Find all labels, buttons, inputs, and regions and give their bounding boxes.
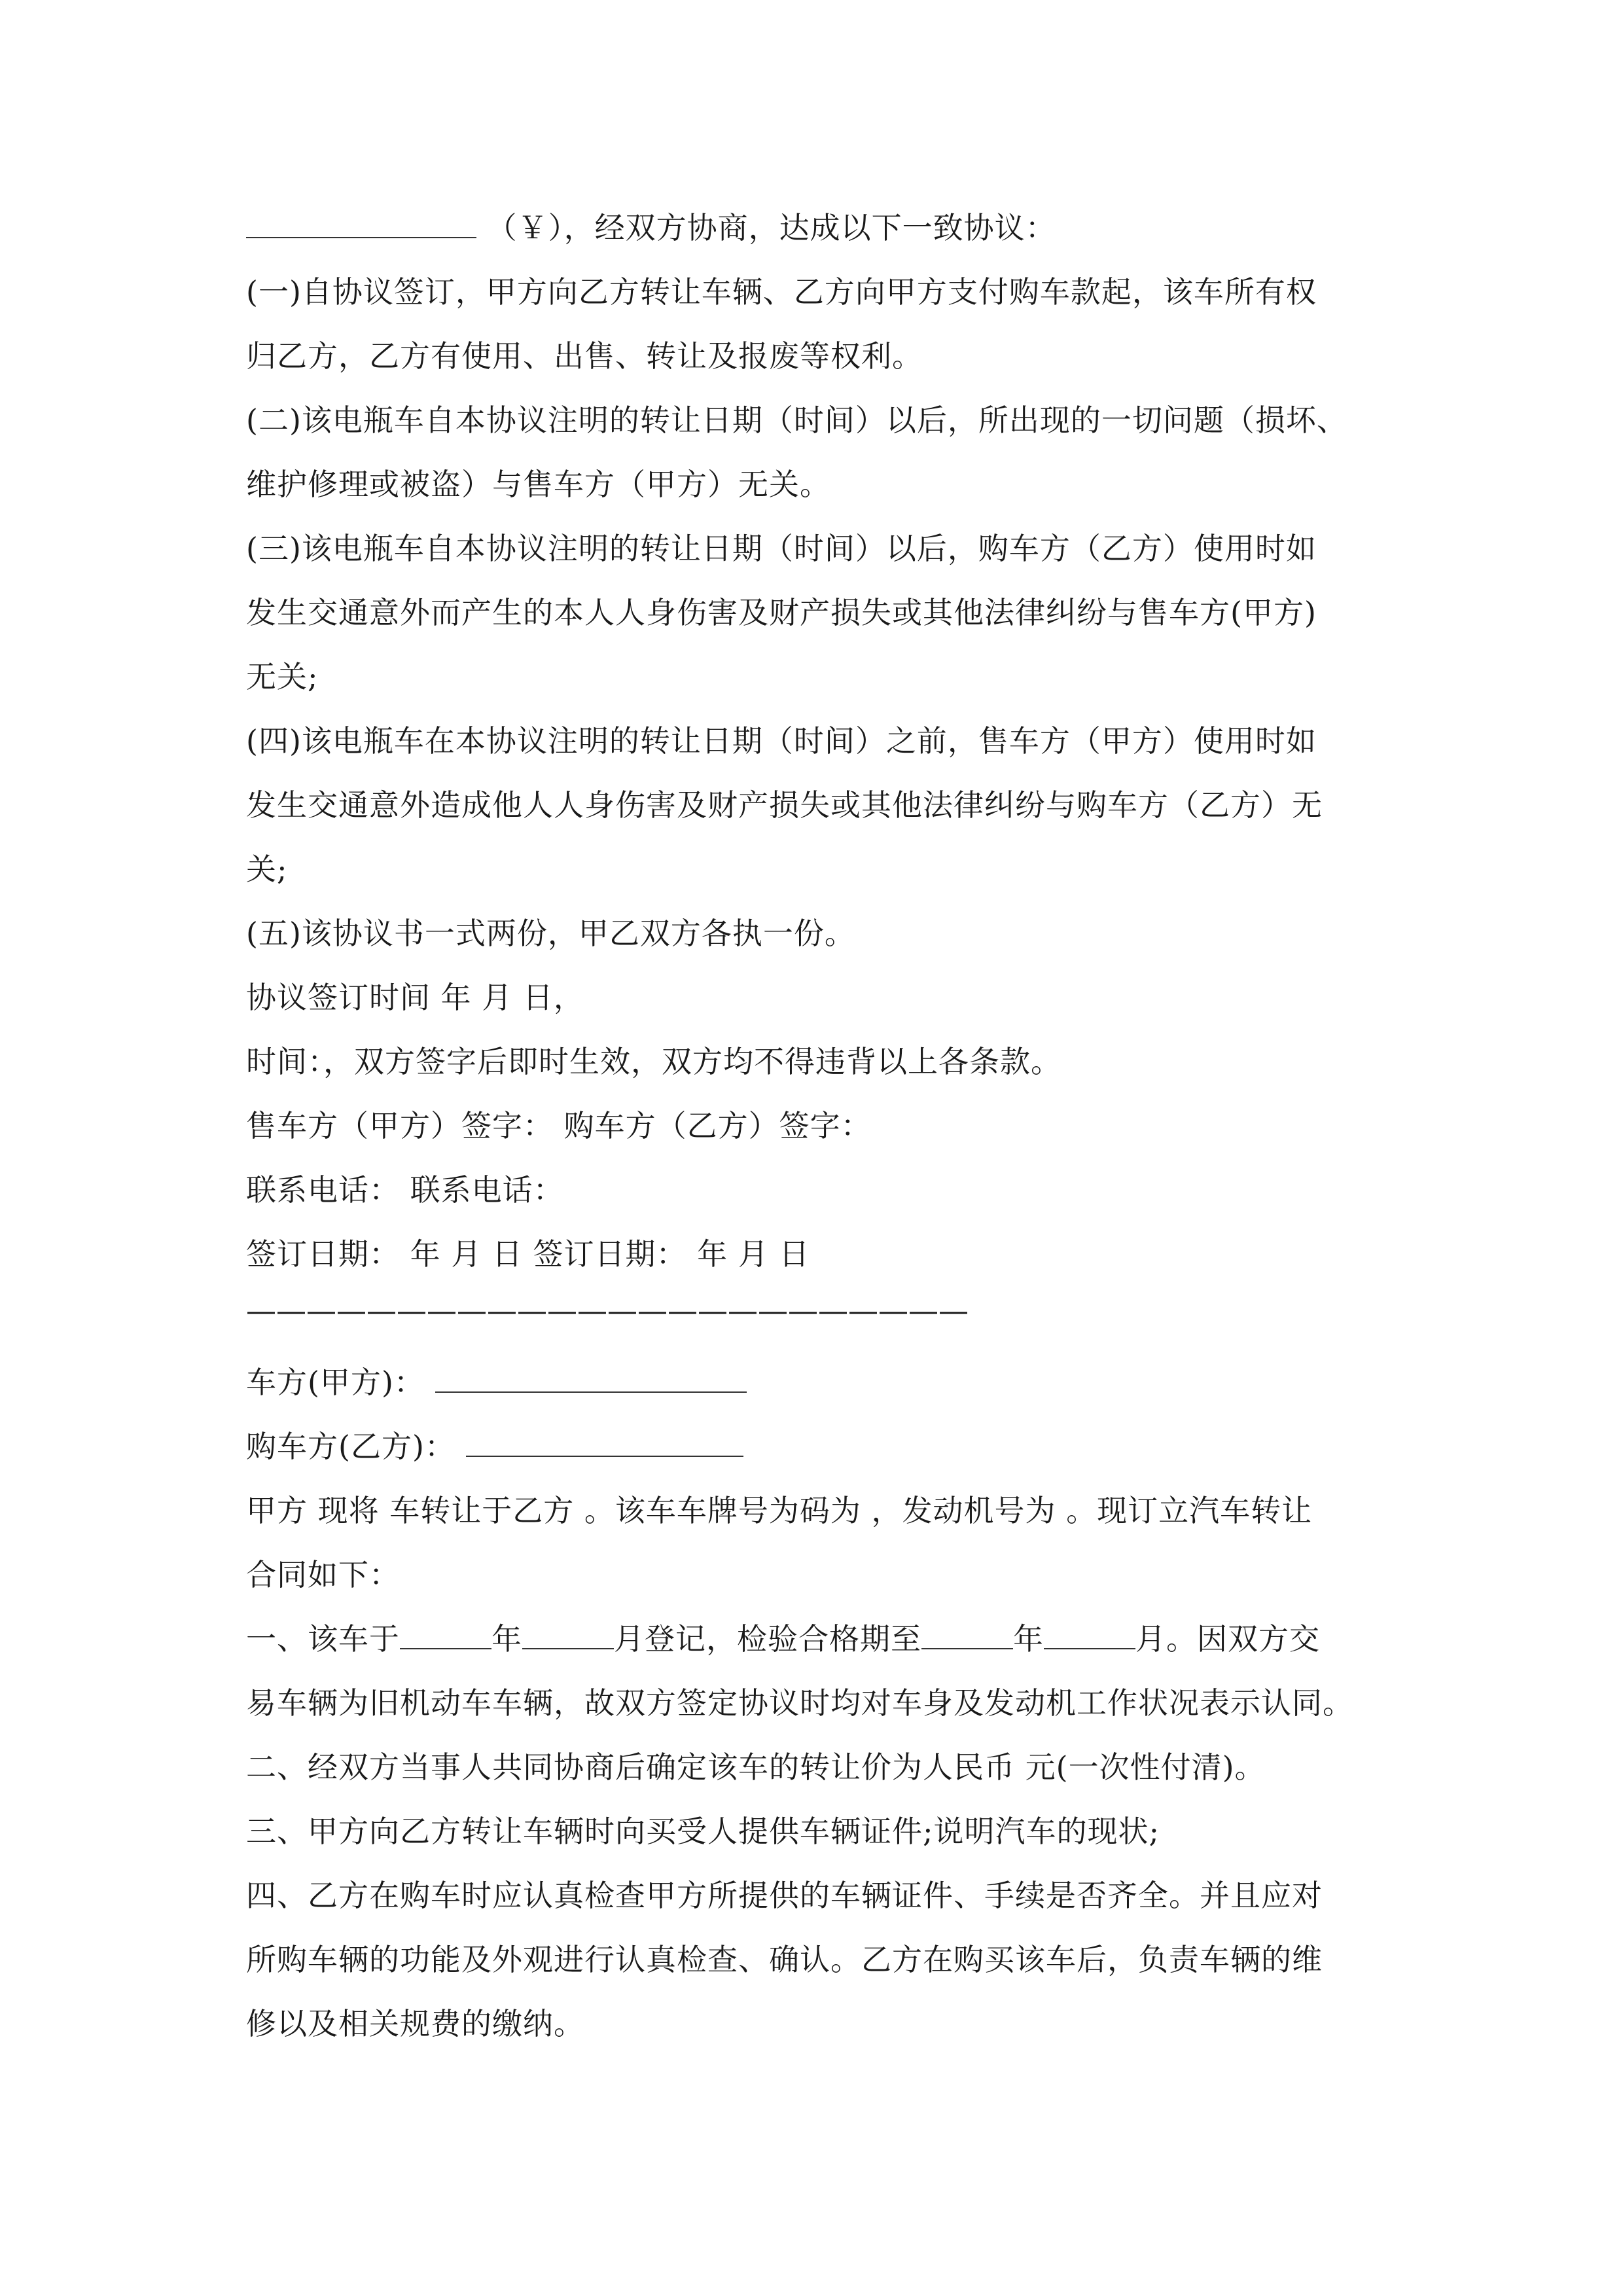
clause-5-line: (五)该协议书一式两份，甲乙双方各执一份。	[246, 916, 855, 951]
article-1-part-a: 一、该车于	[246, 1621, 400, 1657]
article-1-part-e: 月。因双方交	[1135, 1621, 1320, 1657]
register-year-blank	[400, 1622, 491, 1649]
article-4-line-1: 四、乙方在购车时应认真检查甲方所提供的车辆证件、手续是否齐全。并且应对	[246, 1878, 1323, 1913]
clause-3-line-2: 发生交通意外而产生的本人人身伤害及财产损失或其他法律纠纷与售车方(甲方)	[246, 595, 1317, 630]
clause-4-line-2: 发生交通意外造成他人人身伤害及财产损失或其他法律纠纷与购车方（乙方）无	[246, 787, 1323, 823]
contract-intro-line-2: 合同如下：	[246, 1557, 400, 1592]
separator-line: ————————————————————————	[246, 1293, 969, 1328]
clause-4-line-1: (四)该电瓶车在本协议注明的转让日期（时间）之前，售车方（甲方）使用时如	[246, 723, 1317, 759]
buyer-name-blank	[466, 1429, 743, 1457]
article-2-line: 二、经双方当事人共同协商后确定该车的转让价为人民币 元(一次性付清)。	[246, 1749, 1266, 1785]
clause-3-line-3: 无关;	[246, 659, 319, 694]
buyer-party-label: 购车方(乙方)：	[246, 1429, 455, 1464]
signing-time-line: 协议签订时间 年 月 日，	[246, 980, 584, 1015]
sign-date-line: 签订日期： 年 月 日 签订日期： 年 月 日	[246, 1236, 810, 1272]
article-1-line-1	[246, 1619, 1320, 1659]
clause-2-line-1: (二)该电瓶车自本协议注明的转让日期（时间）以后，所出现的一切问题（损坏、	[246, 403, 1347, 438]
clause-1-line-2: 归乙方，乙方有使用、出售、转让及报废等权利。	[246, 338, 923, 374]
article-3-line: 三、甲方向乙方转让车辆时向买受人提供车辆证件;说明汽车的现状;	[246, 1814, 1160, 1849]
inspection-year-blank	[921, 1622, 1013, 1649]
clause-4-line-3: 关;	[246, 852, 288, 887]
seller-name-blank	[435, 1365, 747, 1393]
effective-time-line: 时间：，双方签字后即时生效，双方均不得违背以上各条款。	[246, 1044, 1061, 1079]
agreement-intro-line	[246, 208, 1056, 247]
article-4-line-3: 修以及相关规费的缴纳。	[246, 2006, 584, 2041]
clause-2-line-2: 维护修理或被盗）与售车方（甲方）无关。	[246, 467, 830, 502]
article-1-line-2: 易车辆为旧机动车车辆，故双方签定协议时均对车身及发动机工作状况表示认同。	[246, 1685, 1353, 1721]
buyer-party-line	[246, 1427, 743, 1466]
amount-blank	[246, 211, 476, 238]
seller-party-line	[246, 1363, 747, 1402]
clause-3-line-1: (三)该电瓶车自本协议注明的转让日期（时间）以后，购车方（乙方）使用时如	[246, 531, 1317, 566]
seller-party-label: 车方(甲方)：	[246, 1365, 425, 1400]
article-1-part-c: 月登记，检验合格期至	[614, 1621, 921, 1657]
article-1-part-d: 年	[1013, 1621, 1044, 1657]
inspection-month-blank	[1044, 1622, 1135, 1649]
article-1-part-b: 年	[491, 1621, 522, 1657]
register-month-blank	[522, 1622, 614, 1649]
clause-1-line-1: (一)自协议签订，甲方向乙方转让车辆、乙方向甲方支付购车款起，该车所有权	[246, 274, 1317, 310]
contract-intro-line-1: 甲方 现将 车转让于乙方 。该车车牌号为码为 ，发动机号为 。现订立汽车转让	[246, 1493, 1313, 1528]
phone-line: 联系电话： 联系电话：	[246, 1172, 564, 1208]
signature-line: 售车方（甲方）签字： 购车方（乙方）签字：	[246, 1108, 872, 1143]
article-4-line-2: 所购车辆的功能及外观进行认真检查、确认。乙方在购买该车后，负责车辆的维	[246, 1942, 1323, 1977]
agreement-intro-text: （￥），经双方协商，达成以下一致协议：	[486, 210, 1056, 245]
